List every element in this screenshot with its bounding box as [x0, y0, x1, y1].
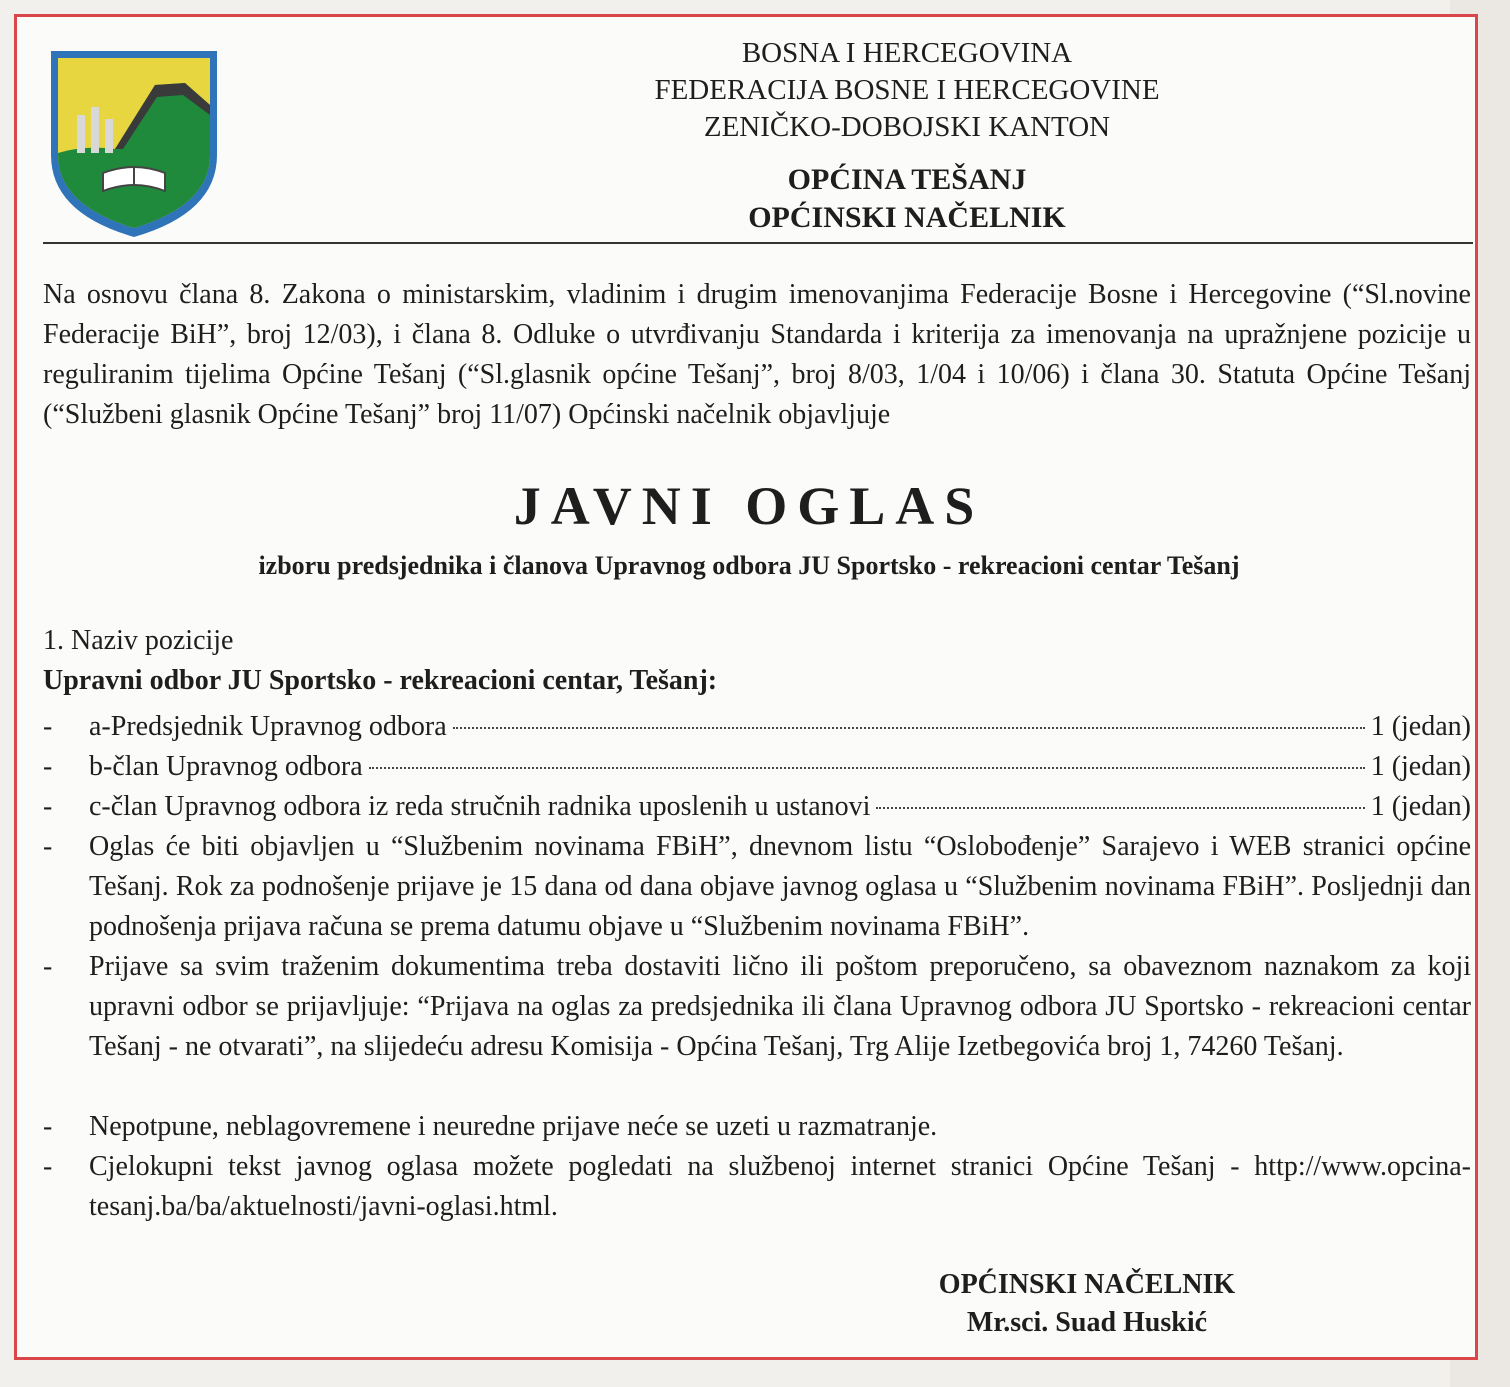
notice-subtitle: izboru predsjednika i članova Upravnog odbora JU Sportsko - rekreacioni centar Tešanj	[258, 551, 1240, 580]
position-count: 1 (jedan)	[1370, 751, 1471, 782]
position-label: b-član Upravnog odbora	[89, 751, 363, 782]
header-federation: FEDERACIJA BOSNE I HERCEGOVINE	[654, 74, 1160, 106]
section-number: 1. Naziv pozicije	[43, 625, 234, 656]
intro-paragraph: Na osnovu člana 8. Zakona o ministarskim, vladinim i drugim imenovanjima Federacije Bosne i Hercegovine (“Sl.novine Federacije BiH”, broj 12/03), i člana 8. Odluke o utvrđivanju Standarda i kriterija za imenovanja na upražnjene pozicije u reguliranim tijelima Općine Tešanj (“Sl.glasnik općine Tešanj”, broj 8/03, 1/04 i 10/06) i člana 30. Statuta Općine Tešanj (“Službeni glasnik Općine Tešanj” broj 11/07) Općinski načelnik objavljuje	[43, 279, 1471, 430]
header-divider	[43, 242, 1473, 244]
section-heading: Upravni odbor JU Sportsko - rekreacioni centar, Tešanj:	[43, 665, 718, 696]
position-count: 1 (jedan)	[1370, 711, 1471, 742]
note-incomplete: Nepotpune, neblagovremene i neuredne prijave neće se uzeti u razmatranje.	[89, 1111, 938, 1142]
note-submission: Prijave sa svim traženim dokumentima treba dostaviti lično ili poštom preporučeno, sa obaveznom naznakom za koji upravni odbor se prijavljuje: “Prijava na oglas za predsjednika ili člana Upravnog odbora JU Sportsko - rekreacioni centar Tešanj - ne otvarati”, na slijedeću adresu Komisija - Općina Tešanj, Trg Alije Izetbegovića broj 1, 74260 Tešanj.	[89, 951, 1471, 1062]
note-website: Cjelokupni tekst javnog oglasa možete pogledati na službenoj internet stranici Općine Tešanj - http://www.opcina-tesanj.ba/ba/aktuelnosti/javni-oglasi.html.	[89, 1151, 1471, 1222]
notice-frame: BOSNA I HERCEGOVINA FEDERACIJA BOSNE I HERCEGOVINE ZENIČKO-DOBOJSKI KANTON OPĆINA TEŠANJ OPĆINSKI NAČELNIK Na osnovu člana 8. Zakona o ministarskim, vladinim i drugim imenovanjima Federacije Bosne i Hercegovine (“Sl.novine Federacije BiH”, broj 12/03), i člana 8. Odluke o utvrđivanju Standarda i kriterija za imenovanja na upražnjene pozicije u reguliranim tijelima Općine Tešanj (“Sl.glasnik općine Tešanj”, broj 8/03, 1/04 i 10/06) i člana 30. Statuta Općine Tešanj (“Službeni glasnik Općine Tešanj” broj 11/07) Općinski načelnik objavljuje JAVNI OGLAS izboru predsjednika i članova Upravnog odbora JU Sportsko - rekreacioni centar Tešanj 1. Naziv pozicije Upravni odbor JU Sportsko - rekreacioni centar, Tešanj: - a-Predsjednik Upravnog odbora 1 (jedan) - b-član Upravnog odbora 1 (jedan) - c-član Upravnog odbora iz reda stručnih radnika uposlenih u ustanovi 1 (jedan) - Oglas će biti objavljen u “Službenim novinama FBiH”, dnevnom listu “Oslobođenje” Sarajevo i WEB stranici općine Tešanj. Rok za podnošenje prijave je 15 dana od dana objave javnog oglasa u “Službenim novinama FBiH”. Posljednji dan podnošenja prijava računa se prema datumu objave u “Službenim novinama FBiH”. - Prijave sa svim traženim dokumentima treba dostaviti lično ili poštom preporučeno, sa obaveznom naznakom za koji upravni odbor se prijavljuje: “Prijava na oglas za predsjednika ili člana Upravnog odbora JU Sportsko - rekreacioni centar Tešanj - ne otvarati”, na slijedeću adresu Komisija - Općina Tešanj, Trg Alije Izetbegovića broj 1, 74260 Tešanj. - Nepotpune, neblagovremene i neuredne prijave neće se uzeti u razmatranje. - Cjelokupni tekst javnog oglasa možete pogledati na službenoj internet stranici Općine Tešanj - http://www.opcina-tesanj.ba/ba/aktuelnosti/javni-oglasi.html. OPĆINSKI NAČELNIK Mr.sci. Suad Huskić	[14, 14, 1478, 1360]
signature-title: OPĆINSKI NAČELNIK	[938, 1269, 1236, 1300]
header-office: OPĆINSKI NAČELNIK	[748, 201, 1066, 234]
note-publication: Oglas će biti objavljen u “Službenim novinama FBiH”, dnevnom listu “Oslobođenje” Sarajevo i WEB stranici općine Tešanj. Rok za podnošenje prijave je 15 dana od dana objave javnog oglasa u “Službenim novinama FBiH”. Posljednji dan podnošenja prijava računa se prema datumu objave u “Službenim novinama FBiH”.	[89, 831, 1471, 942]
notice-title: JAVNI OGLAS	[513, 476, 985, 536]
header-country: BOSNA I HERCEGOVINA	[741, 37, 1073, 69]
municipality-coat-of-arms	[45, 45, 223, 241]
position-label: c-član Upravnog odbora iz reda stručnih radnika uposlenih u ustanovi	[89, 791, 871, 822]
position-count: 1 (jedan)	[1370, 791, 1471, 822]
header-municipality: OPĆINA TEŠANJ	[787, 163, 1027, 196]
position-label: a-Predsjednik Upravnog odbora	[89, 711, 447, 742]
signature-name: Mr.sci. Suad Huskić	[966, 1307, 1208, 1338]
header-canton: ZENIČKO-DOBOJSKI KANTON	[703, 111, 1111, 143]
